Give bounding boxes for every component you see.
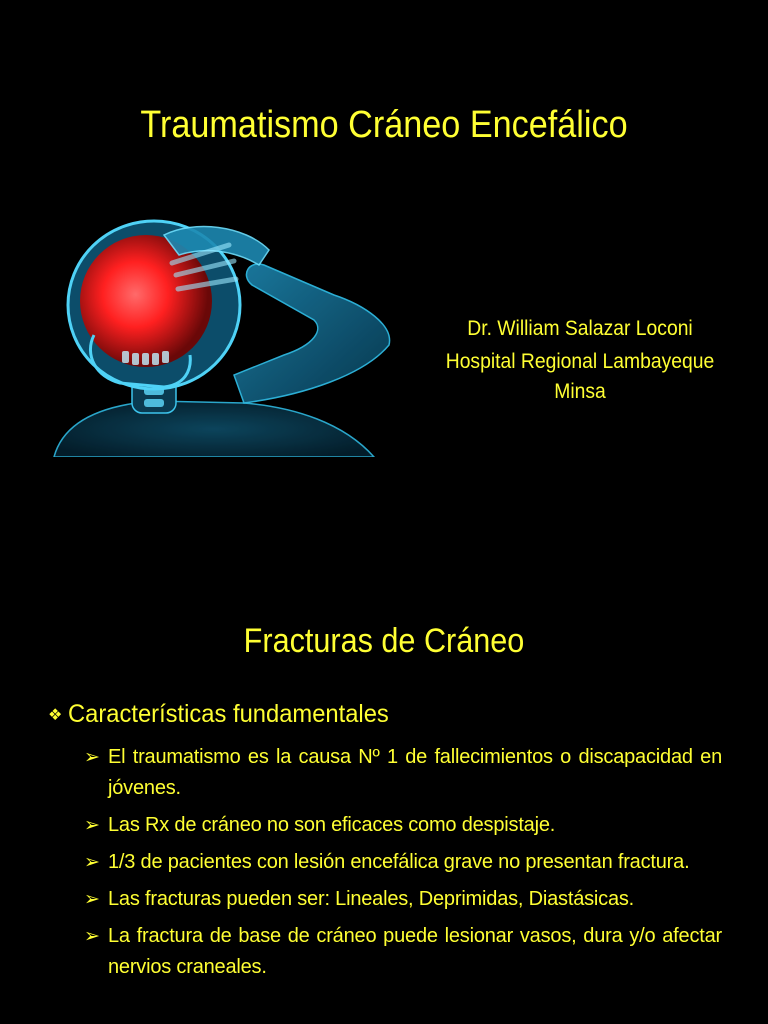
arrow-bullet-icon: ➢ <box>84 926 100 947</box>
author-name: Dr. William Salazar Loconi <box>467 317 693 340</box>
slide-title: Fracturas de Cráneo <box>243 622 525 660</box>
list-item <box>84 847 722 878</box>
list-item <box>84 884 722 915</box>
author-block <box>420 312 740 405</box>
bullet-list <box>84 742 722 989</box>
list-item <box>84 742 722 804</box>
arrow-bullet-icon: ➢ <box>84 852 100 873</box>
diamond-bullet-icon: ❖ <box>48 706 63 724</box>
bullet-text: El traumatismo es la causa Nº 1 de fallecimientos o discapacidad en jóvenes. <box>108 746 722 799</box>
arrow-bullet-icon: ➢ <box>84 747 100 768</box>
author-organization: Minsa <box>554 380 606 403</box>
bullet-text: Las Rx de cráneo no son eficaces como despistaje. <box>108 814 556 836</box>
bullet-text: La fractura de base de cráneo puede lesionar vasos, dura y/o afectar nervios craneales. <box>108 925 722 978</box>
list-item <box>84 921 722 983</box>
section-heading <box>48 700 406 729</box>
section-heading-label: Características fundamentales <box>68 700 390 728</box>
arrow-bullet-icon: ➢ <box>84 815 100 836</box>
arrow-bullet-icon: ➢ <box>84 889 100 910</box>
slide-title: Traumatismo Cráneo Encefálico <box>140 104 628 146</box>
list-item <box>84 810 722 841</box>
author-institution: Hospital Regional Lambayeque <box>445 350 715 373</box>
bullet-text: 1/3 de pacientes con lesión encefálica grave no presentan fractura. <box>108 851 690 873</box>
bullet-text: Las fracturas pueden ser: Lineales, Deprimidas, Diastásicas. <box>108 888 635 910</box>
content-slide <box>0 576 768 1024</box>
head-xray-icon <box>44 205 404 457</box>
